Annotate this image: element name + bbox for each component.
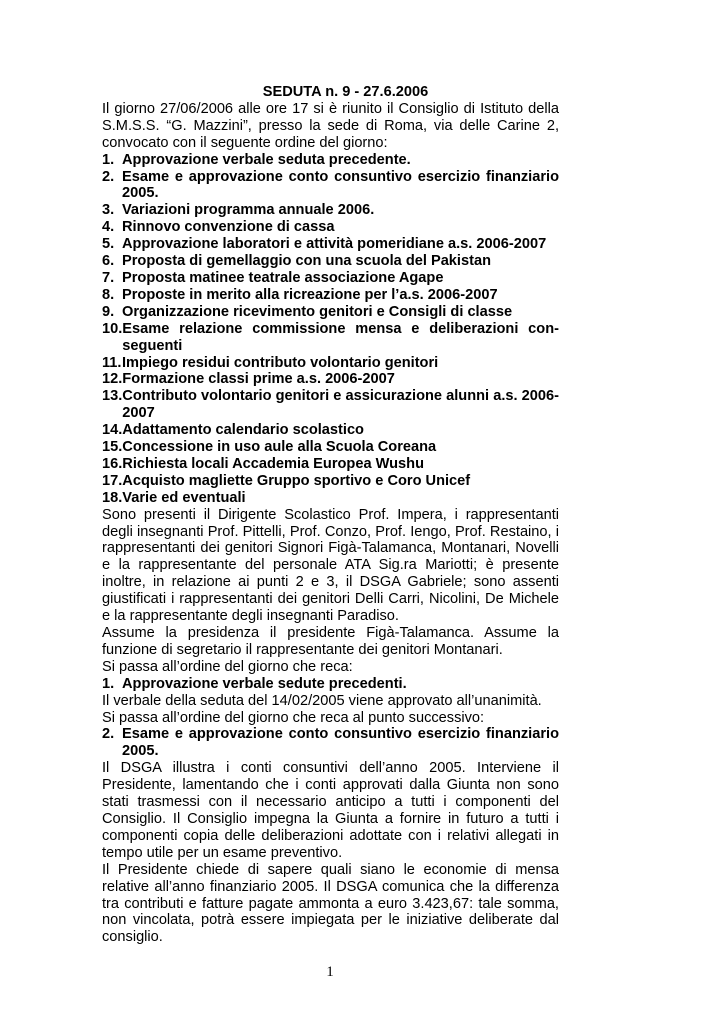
agenda-item-number: 3. bbox=[102, 202, 115, 219]
agenda-item bbox=[102, 355, 559, 372]
intro-paragraph: Il giorno 27/06/2006 alle ore 17 si è riunito il Consiglio di Istituto della S.M.S.S. “G. Mazzini”, presso la sede di Roma, via delle Carine 2, convocato con il seguente ordine del giorno: bbox=[102, 100, 559, 151]
agenda-item-text: Formazione classi prime a.s. 2006-2007 bbox=[122, 371, 395, 388]
agenda-item bbox=[102, 490, 559, 507]
agenda-item-text: Proposta di gemellaggio con una scuola del Pakistan bbox=[122, 253, 491, 270]
agenda-item-text: Proposta matinee teatrale associazione Agape bbox=[122, 269, 444, 286]
agenda-transition: Si passa all’ordine del giorno che reca: bbox=[102, 658, 353, 675]
agenda-item bbox=[102, 456, 559, 473]
verbale-paragraph: Il verbale della seduta del 14/02/2005 viene approvato all’unanimità. bbox=[102, 692, 542, 709]
mensa-paragraph: Il Presidente chiede di sapere quali siano le economie di mensa relative all’anno finanziario 2005. Il DSGA comunica che la differenza tra contributi e fatture pagate ammonta a euro 3.423,67: tale somma, non vincolata, potrà essere impiegata per le iniziative deliberate dal consiglio. bbox=[102, 861, 559, 946]
agenda-item bbox=[102, 321, 559, 355]
agenda-item-number: 8. bbox=[102, 286, 115, 303]
point-number: 2. bbox=[102, 726, 115, 743]
agenda-item-number: 2. bbox=[102, 168, 115, 185]
agenda-item-text: Adattamento calendario scolastico bbox=[122, 422, 364, 439]
agenda-item-number: 6. bbox=[102, 253, 115, 270]
agenda-item bbox=[102, 152, 559, 169]
agenda-item-number: 5. bbox=[102, 236, 115, 253]
agenda-item-number: 17. bbox=[102, 472, 123, 489]
presidency-paragraph: Assume la presidenza il presidente Figà-Talamanca. Assume la funzione di segretario il rappresentante dei genitori Montanari. bbox=[102, 625, 559, 658]
agenda-item-text: Approvazione laboratori e attività pomeridiane a.s. 2006-2007 bbox=[122, 236, 547, 253]
agenda-item-text: Richiesta locali Accademia Europea Wushu bbox=[122, 455, 424, 472]
page-number: 1 bbox=[326, 964, 334, 980]
agenda-item bbox=[102, 388, 559, 422]
agenda-item-text: Acquisto magliette Gruppo sportivo e Coro Unicef bbox=[122, 472, 471, 489]
agenda-item bbox=[102, 439, 559, 456]
agenda-item-number: 9. bbox=[102, 303, 115, 320]
agenda-item-text: Varie ed eventuali bbox=[122, 489, 246, 506]
agenda-item-number: 13. bbox=[102, 388, 123, 405]
page-title: SEDUTA n. 9 - 27.6.2006 bbox=[262, 84, 429, 100]
agenda-item-number: 16. bbox=[102, 455, 123, 472]
agenda-item-number: 1. bbox=[102, 151, 115, 168]
agenda-item-text: Contributo volontario genitori e assicurazione alunni a.s. 2006-2007 bbox=[122, 388, 559, 422]
agenda-item-text: Rinnovo convenzione di cassa bbox=[122, 219, 335, 236]
agenda-item bbox=[102, 202, 559, 219]
point-heading bbox=[102, 676, 559, 693]
agenda-item bbox=[102, 371, 559, 388]
agenda-item bbox=[102, 236, 559, 253]
agenda-item bbox=[102, 270, 559, 287]
agenda-item-number: 11. bbox=[102, 354, 122, 371]
agenda-item bbox=[102, 422, 559, 439]
agenda-item bbox=[102, 473, 559, 490]
point-title: Esame e approvazione conto consuntivo esercizio finanziario 2005. bbox=[122, 726, 559, 760]
dsga-paragraph: Il DSGA illustra i conti consuntivi dell’anno 2005. Interviene il Presidente, lamentando che i conti approvati dalla Giunta non sono stati trasmessi con il necessario anticipo a tutti i componenti del Consiglio. Il Consiglio impegna la Giunta a fornire in futuro a tutti i componenti copia delle deliberazioni adottate con i relativi allegati in tempo utile per un esame preventivo. bbox=[102, 760, 559, 861]
agenda-item bbox=[102, 287, 559, 304]
agenda-item-text: Variazioni programma annuale 2006. bbox=[122, 202, 375, 219]
agenda-item-text: Proposte in merito alla ricreazione per l’a.s. 2006-2007 bbox=[122, 286, 498, 303]
agenda-item-text: Organizzazione ricevimento genitori e Consigli di classe bbox=[122, 303, 513, 320]
agenda-item-text: Esame e approvazione conto consuntivo esercizio finanziario 2005. bbox=[122, 168, 559, 202]
agenda-item-text: Esame relazione commissione mensa e deliberazioni con-seguenti bbox=[122, 320, 559, 354]
point-heading bbox=[102, 726, 559, 760]
agenda-item-number: 7. bbox=[102, 269, 115, 286]
agenda-list bbox=[102, 152, 559, 507]
agenda-item-text: Concessione in uso aule alla Scuola Coreana bbox=[122, 439, 437, 456]
agenda-item-text: Impiego residui contributo volontario genitori bbox=[122, 354, 439, 371]
agenda-item-text: Approvazione verbale seduta precedente. bbox=[122, 151, 411, 168]
agenda-item-number: 10. bbox=[102, 320, 123, 337]
agenda-item bbox=[102, 169, 559, 203]
agenda-item-number: 12. bbox=[102, 371, 123, 388]
point-number: 1. bbox=[102, 675, 115, 692]
agenda-item bbox=[102, 304, 559, 321]
point-title: Approvazione verbale sedute precedenti. bbox=[122, 675, 407, 692]
document-page bbox=[102, 84, 559, 946]
attendance-paragraph: Sono presenti il Dirigente Scolastico Prof. Impera, i rappresentanti degli insegnanti Prof. Pittelli, Prof. Conzo, Prof. Iengo, Prof. Restaino, i rappresentanti dei genitori Signori Figà-Talamanca, Montanari, Novelli e la rappresentante del personale ATA Sig.ra Mariotti; è presente inoltre, in relazione ai punti 2 e 3, il DSGA Gabriele; sono assenti giustificati i rappresentanti dei genitori Delli Carri, Nicolini, De Michele e la rappresentante degli insegnanti Paradiso. bbox=[102, 506, 559, 625]
agenda-item-number: 15. bbox=[102, 439, 123, 456]
agenda-item bbox=[102, 219, 559, 236]
agenda-item-number: 14. bbox=[102, 422, 123, 439]
agenda-item bbox=[102, 253, 559, 270]
agenda-transition: Si passa all’ordine del giorno che reca al punto successivo: bbox=[102, 709, 485, 726]
agenda-item-number: 4. bbox=[102, 219, 115, 236]
agenda-item-number: 18. bbox=[102, 489, 123, 506]
